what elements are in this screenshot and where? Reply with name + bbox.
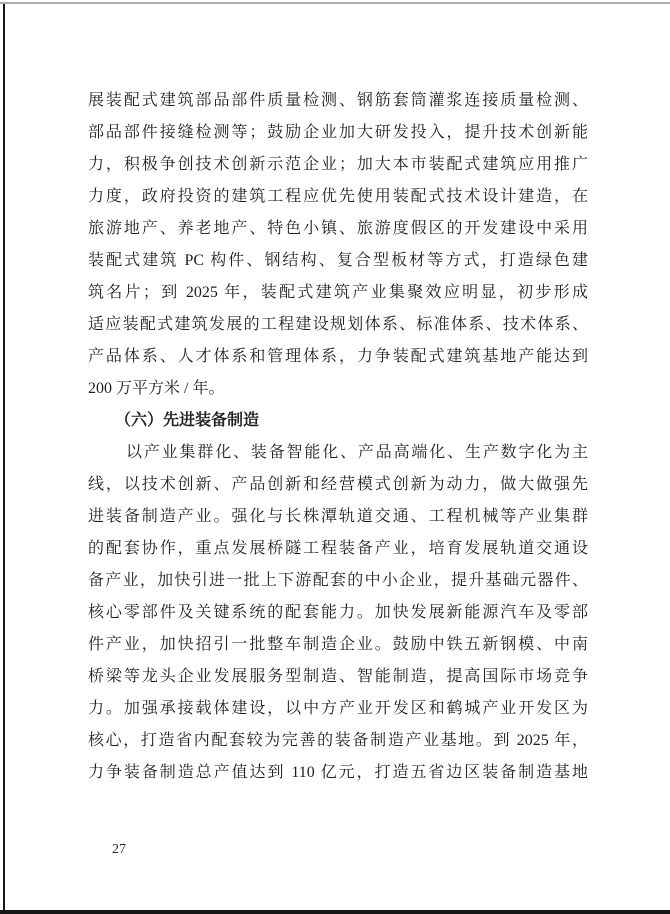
body-line: 核心零部件及关键系统的配套能力。加快发展新能源汽车及零部: [88, 604, 588, 621]
body-line: 桥梁等龙头企业发展服务型制造、智能制造，提高国际市场竞争: [88, 668, 588, 685]
body-line: 件产业，加快招引一批整车制造企业。鼓励中铁五新钢模、中南: [88, 636, 588, 653]
body-line: 进装备制造产业。强化与长株潭轨道交通、工程机械等产业集群: [88, 508, 588, 525]
body-line: 装配式建筑 PC 构件、钢结构、复合型板材等方式，打造绿色建: [88, 252, 588, 269]
body-line: 200 万平方米 / 年。: [88, 380, 225, 397]
body-line: 线，以技术创新、产品创新和经营模式创新为动力，做大做强先: [88, 476, 588, 493]
body-line: 备产业，加快引进一批上下游配套的中小企业，提升基础元器件、: [88, 572, 588, 589]
text-block: [88, 85, 588, 789]
body-line: 力度，政府投资的建筑工程应优先使用装配式技术设计建造，在: [88, 188, 588, 205]
body-line: 力争装备制造总产值达到 110 亿元，打造五省边区装备制造基地: [88, 764, 588, 781]
body-line: 适应装配式建筑发展的工程建设规划体系、标准体系、技术体系、: [88, 316, 588, 333]
body-line: 的配套协作，重点发展桥隧工程装备产业，培育发展轨道交通设: [88, 540, 588, 557]
body-line: 旅游地产、养老地产、特色小镇、旅游度假区的开发建设中采用: [88, 220, 588, 237]
page-number: 27: [112, 842, 126, 857]
page-left-rule: [3, 4, 5, 910]
body-line: 产品体系、人才体系和管理体系，力争装配式建筑基地产能达到: [88, 348, 588, 365]
body-line: 核心，打造省内配套较为完善的装备制造产业基地。到 2025 年，: [88, 732, 588, 749]
body-line: 以产业集群化、装备智能化、产品高端化、生产数字化为主: [126, 444, 588, 461]
body-line: 筑名片；到 2025 年，装配式建筑产业集聚效应明显，初步形成: [88, 284, 588, 301]
body-line: 力。加强承接载体建设，以中方产业开发区和鹤城产业开发区为: [88, 700, 588, 717]
body-line: 展装配式建筑部品部件质量检测、钢筋套筒灌浆连接质量检测、: [88, 92, 588, 109]
body-line: 部品部件接缝检测等；鼓励企业加大研发投入，提升技术创新能: [88, 124, 588, 141]
page-top-rule: [0, 2, 670, 4]
body-line: 力，积极争创技术创新示范企业；加大本市装配式建筑应用推广: [88, 156, 588, 173]
page-bottom-rule: [0, 910, 670, 914]
section-heading: （六）先进装备制造: [115, 412, 260, 429]
